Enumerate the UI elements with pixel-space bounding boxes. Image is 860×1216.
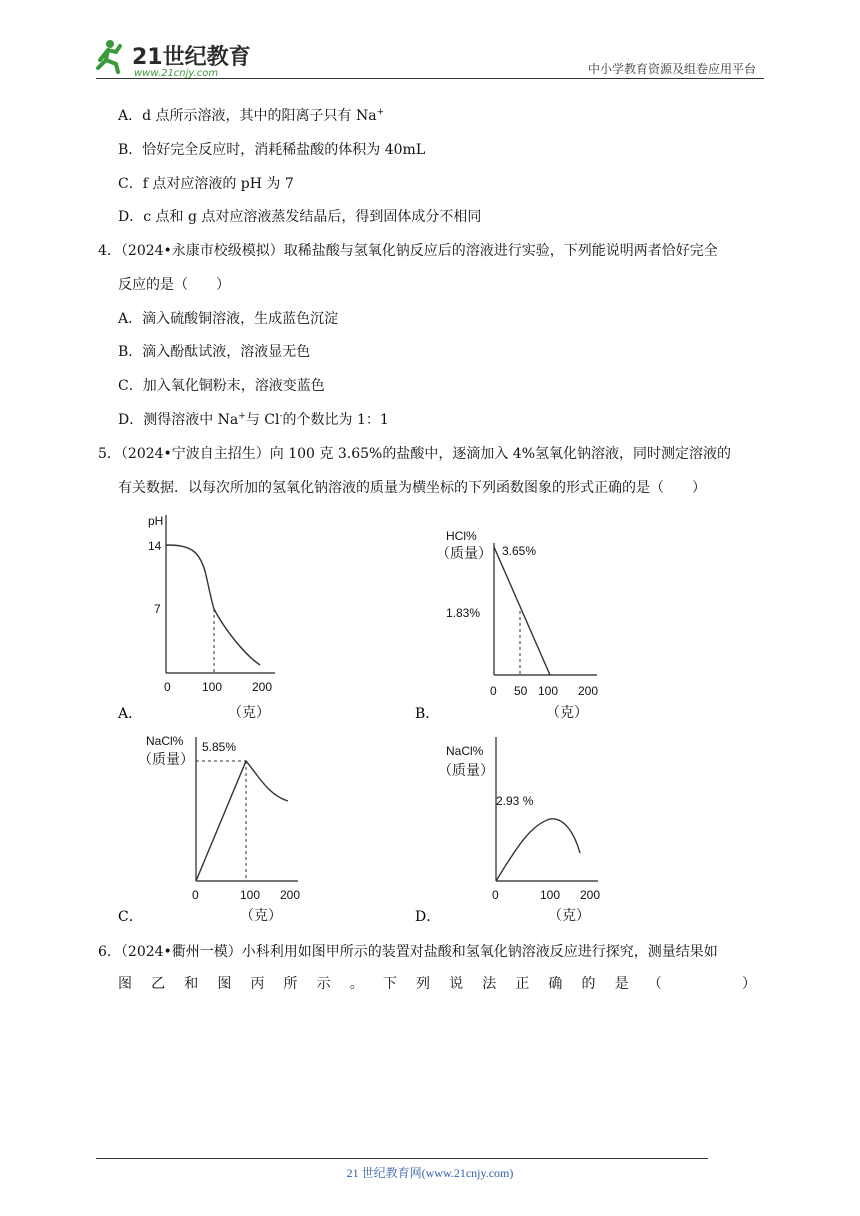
chart-c-unit: （克） [240,908,282,924]
chart-c [118,734,300,925]
q6-line2-char: 的 [581,976,596,992]
q6-stem-line1: 6．（2024•衢州一模）小科利用如图甲所示的装置对盐酸和氢氧化钠溶液反应进行探究，测量结果如 [98,944,718,960]
chart-b-ylabel: HCl% [446,529,477,543]
chart-b-unit: （克） [546,705,588,721]
q6-line2-char: 所 [283,976,298,992]
q6-line2-char: 列 [415,976,430,992]
chart-a-unit: （克） [228,705,270,721]
chart-c-letter: C． [118,909,143,925]
chart-d-letter: D． [415,909,441,925]
chart-c-x0: 0 [192,888,199,902]
q6-line2-char: 下 [382,976,397,992]
footer-text: 21 世纪教育网(www.21cnjy.com) [346,1166,514,1180]
chart-b-ylabel2: （质量） [436,546,492,562]
runner-icon [98,40,120,72]
q4-option-a: A．滴入硫酸铜溶液，生成蓝色沉淀 [118,311,339,327]
q4-option-b: B．滴入酚酞试液，溶液显无色 [118,344,311,360]
q3-option-b: B．恰好完全反应时，消耗稀盐酸的体积为 40mL [118,142,426,158]
q6-line2-char: 图 [217,976,232,992]
chart-d-x1: 100 [540,888,561,902]
chart-b [415,529,598,722]
q6-line2-char: 确 [548,976,563,992]
q6-line2-char: ） [741,976,756,992]
q6-line2-char: 是 [614,976,629,992]
q3-option-d: D．c 点和 g 点对应溶液蒸发结晶后，得到固体成分不相同 [118,209,482,225]
q5-stem-line1: 5．（2024•宁波自主招生）向 100 克 3.65%的盐酸中，逐滴加入 4%氢氧化钠溶液，同时测定溶液的 [98,446,731,462]
chart-a-x1: 100 [202,680,223,694]
footer-divider [96,1158,708,1159]
chart-c-x1: 100 [240,888,261,902]
site-logo [94,34,264,80]
chart-a-ylabel: pH [148,514,164,528]
chart-d-unit: （克） [548,908,590,924]
chart-c-x2: 200 [280,888,301,902]
site-name: 中小学教育资源及组卷应用平台 [587,62,756,76]
chart-a-letter: A． [118,706,143,722]
q6-line2-char: 法 [482,976,497,992]
chart-b-letter: B． [415,706,440,722]
chart-c-curve [196,761,288,881]
chart-a [117,514,275,722]
chart-b-line [494,547,550,675]
logo-url: www.21cnjy.com [134,68,219,79]
chart-a-y-top: 14 [148,539,162,553]
chart-c-peak: 5.85% [202,740,237,754]
q3-option-c: C．f 点对应溶液的 pH 为 7 [118,176,294,192]
q4-stem-line1: 4．（2024•永康市校级模拟）取稀盐酸与氢氧化钠反应后的溶液进行实验，下列能说明两者恰好完全 [98,243,718,259]
chart-b-x0: 0 [490,684,497,698]
chart-b-x3: 200 [578,684,599,698]
chart-c-ylabel: NaCl% [146,734,184,748]
chart-a-curve [166,545,260,665]
q6-line2-char: 。 [349,976,364,992]
chart-d-x0: 0 [492,888,499,902]
chart-d [415,737,600,925]
q6-line2-char: 丙 [250,976,265,992]
chart-a-x0: 0 [164,680,171,694]
chart-a-y-mid: 7 [154,602,161,616]
chart-b-y-top: 3.65% [502,544,537,558]
q6-line2-char: 乙 [151,976,166,992]
logo-text: 21世纪教育 [132,45,251,70]
chart-d-curve [496,819,580,881]
q6-line2-char: 图 [118,976,132,992]
q6-line2-char: 正 [515,976,530,992]
chart-a-x2: 200 [252,680,273,694]
chart-d-ylabel2: （质量） [438,763,494,779]
q6-stem-line2 [118,974,756,994]
chart-d-peak: 2.93 % [496,794,534,808]
q5-stem-line2: 有关数据．以每次所加的氢氧化钠溶液的质量为横坐标的下列函数图象的形式正确的是（ ） [118,480,706,496]
chart-b-x1: 50 [514,684,528,698]
q5-graphs [110,505,630,930]
chart-c-ylabel2: （质量） [138,752,194,768]
q6-line2-char [681,974,723,994]
header-divider [96,78,764,79]
chart-b-y-mid: 1.83% [446,606,481,620]
chart-b-x2: 100 [538,684,559,698]
q4-option-c: C．加入氧化铜粉末，溶液变蓝色 [118,378,325,394]
q6-line2-char: 说 [449,976,464,992]
q3-option-a: A．d 点所示溶液，其中的阳离子只有 Na+ [118,107,385,124]
q4-stem-line2: 反应的是（ ） [118,277,230,293]
chart-d-x2: 200 [580,888,601,902]
chart-d-ylabel: NaCl% [446,744,484,758]
q4-option-d: D．测得溶液中 Na+与 Cl-的个数比为 1：1 [118,411,389,428]
q6-line2-char: 和 [184,976,199,992]
q6-line2-char: 示 [316,976,331,992]
q6-line2-char: （ [647,976,662,992]
